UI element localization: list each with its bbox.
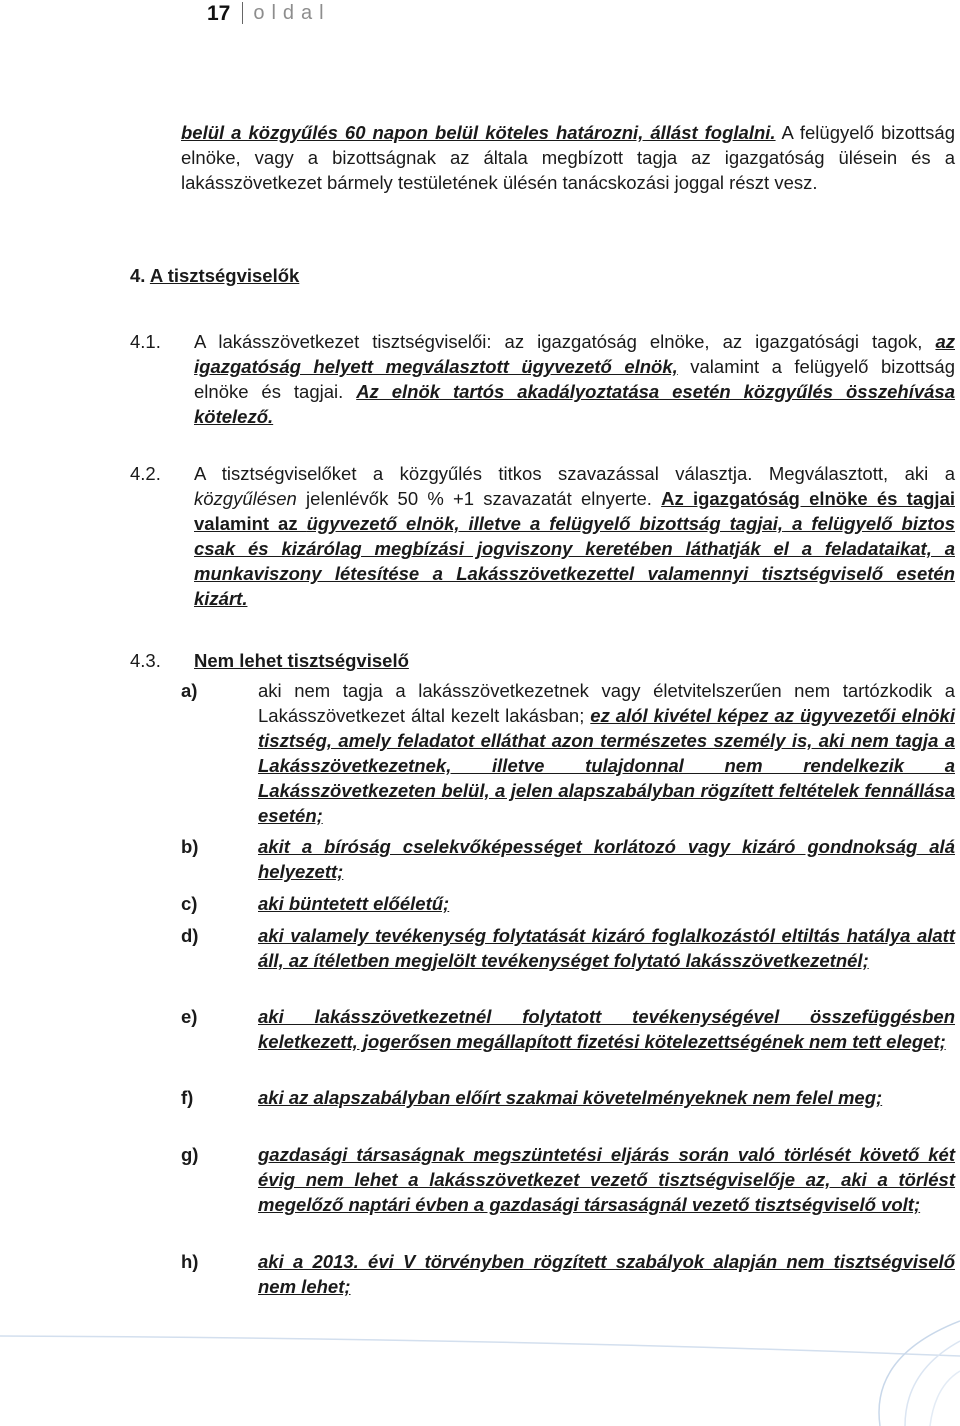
paragraph-number: 4.3. xyxy=(130,650,161,671)
p42-emphasis: Az igazgatóság elnöke és tagjai valamint az xyxy=(194,488,955,534)
p42-emphasis-italic: ügyvezető elnök, illetve a felügyelő bizottság tagjai, xyxy=(306,513,784,534)
page-header xyxy=(207,0,331,26)
section-heading xyxy=(130,263,299,288)
list-item xyxy=(258,1249,955,1299)
list-item-emphasis: ez alól kivétel képez az ügyvezetői elnöki tisztség, amely feladatot elláthat azon természetes személy is, aki nem tagja a Lakásszövetkezetnek, illetve tulajdonnal nem rendelkezik a Lakásszövetkezeten belül, a jelen alapszabályban rögzített feltételek fennállása esetén; xyxy=(258,705,955,826)
list-item-emphasis: gazdasági társaságnak megszüntetési eljárás során való törlését követő két évig nem lehet a lakásszövetkezet vezető tisztségviselője az, aki a törlést megelőző naptári évben a gazdasági társaságnál vezető tisztségviselő volt; xyxy=(258,1144,955,1215)
page-label: oldal xyxy=(253,1,331,24)
list-item-emphasis: aki az alapszabályban előírt szakmai követelményeknek nem felel meg; xyxy=(258,1087,883,1108)
list-item-label: c) xyxy=(181,893,198,914)
section-heading-text: 4. A tisztségviselők xyxy=(130,265,300,286)
list-item xyxy=(258,1004,955,1054)
list-item-label: b) xyxy=(181,836,199,857)
list-item-label: h) xyxy=(181,1251,199,1272)
list-item-emphasis: aki valamely tevékenység folytatását kizáró foglalkozástól eltiltás hatálya alatt áll, az ítéletben megjelölt tevékenységet folytató lakásszövetkezetnél; xyxy=(258,925,955,971)
p41-text: A lakásszövetkezet tisztségviselői: az igazgatóság elnöke, az igazgatósági tagok, xyxy=(194,331,936,352)
list-item-label: g) xyxy=(181,1144,199,1165)
list-item-emphasis: akit a bíróság cselekvőképességet korlátozó vagy kizáró gondnokság alá helyezett; xyxy=(258,836,955,882)
list-item-label: d) xyxy=(181,925,199,946)
paragraph-number: 4.1. xyxy=(130,331,161,352)
intro-paragraph xyxy=(181,120,955,195)
paragraph-number: 4.2. xyxy=(130,463,161,484)
page-number: 17 xyxy=(207,1,231,25)
p42-text-2: jelenlévők 50 % +1 szavazatát elnyerte. xyxy=(296,488,662,509)
footer-decoration xyxy=(0,1316,960,1426)
list-item-label: a) xyxy=(181,680,198,701)
list-item xyxy=(258,1085,955,1110)
p43-heading xyxy=(194,648,409,673)
p42-emphasis-2: a felügyelő biztos csak és kizárólag megbízási jogviszony keretében láthatják el a feladataikat, a munkaviszony létesítése a Lakásszövetkezettel valamennyi tisztségviselő esetén kizárt. xyxy=(194,513,955,609)
paragraph-4-1 xyxy=(194,329,955,429)
paragraph-4-2 xyxy=(194,461,955,611)
p41-text-2: valamint a felügyelő bizottság elnöke és tagjai. xyxy=(194,356,955,402)
list-item-emphasis: aki a 2013. évi V törvényben rögzített szabályok alapján nem tisztségviselő nem lehet; xyxy=(258,1251,955,1297)
p42-text: A tisztségviselőket a közgyűlés titkos szavazással választja. Megválasztott, aki a xyxy=(194,463,955,484)
list-item xyxy=(258,1142,955,1217)
p41-emphasis-2: Az elnök tartós akadályoztatása esetén közgyűlés összehívása kötelező. xyxy=(194,381,956,427)
list-item-label: e) xyxy=(181,1006,198,1027)
list-item xyxy=(258,834,955,884)
footer-curve xyxy=(879,1321,960,1426)
p43-heading-text: Nem lehet tisztségviselő xyxy=(194,650,409,671)
list-item-emphasis: aki lakásszövetkezetnél folytatott tevékenységével összefüggésben keletkezett, jogerősen megállapított fizetési kötelezettségének nem tett eleget; xyxy=(258,1006,955,1052)
list-item-emphasis: aki büntetett előéletű; xyxy=(258,893,450,914)
footer-curve xyxy=(930,1371,960,1426)
header-divider xyxy=(242,2,243,24)
list-item-label: f) xyxy=(181,1087,194,1108)
list-item xyxy=(258,891,955,916)
intro-bold-text: belül a közgyűlés 60 napon belül köteles határozni, állást foglalni. xyxy=(181,122,776,143)
intro-text: A felügyelő bizottság elnöke, vagy a bizottságnak az általa megbízott tagja az igazgatóság ülésein és a lakásszövetkezet bármely testületének ülésén tanácskozási joggal részt vesz. xyxy=(181,122,955,193)
list-item-text: aki nem tagja a lakásszövetkezetnek vagy életvitelszerűen nem tartózkodik a Lakásszövetkezet által kezelt lakásban; xyxy=(258,680,955,726)
p42-italic: közgyűlésen xyxy=(194,488,297,509)
footer-curve xyxy=(0,1336,960,1356)
list-item xyxy=(258,678,955,828)
list-item xyxy=(258,923,955,973)
p41-emphasis: az igazgatóság helyett megválasztott ügyvezető elnök, xyxy=(194,331,955,377)
